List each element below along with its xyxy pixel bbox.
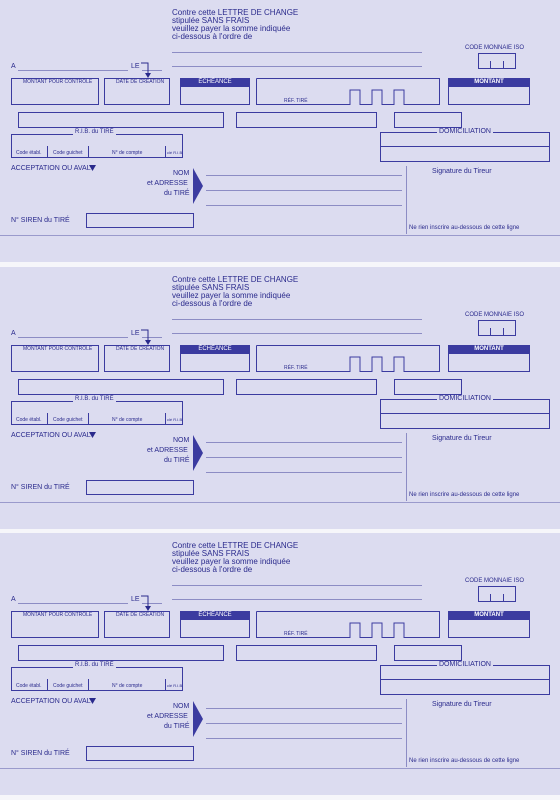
siren-label: N° SIREN du TIRÉ (11, 484, 70, 491)
acceptation-label: ACCEPTATION OU AVAL (11, 432, 91, 439)
adresse-label: et ADRESSE (147, 447, 188, 454)
header-line-1: Contre cette LETTRE DE CHANGE (172, 275, 299, 284)
rib-label: R.I.B. du TIRÉ (75, 396, 114, 402)
header-line-2: stipulée SANS FRAIS (172, 549, 250, 558)
signature-label: Signature du Tireur (432, 701, 492, 708)
blank-box-1[interactable] (18, 379, 224, 395)
header-line-2: stipulée SANS FRAIS (172, 283, 250, 292)
nom-label: NOM (173, 703, 190, 710)
adresse-label: et ADRESSE (147, 180, 188, 187)
a-label: A (11, 330, 16, 337)
chevron-right-icon (193, 435, 203, 471)
ne-rien-label: Ne rien inscrire au-dessous de cette ligne (409, 492, 520, 498)
clear-band-line (0, 502, 560, 503)
header-line-4: ci-dessous à l'ordre de (172, 299, 253, 308)
no-compte-label: N° de compte (112, 417, 143, 423)
header-line-3: veuillez payer la somme indiquée (172, 24, 291, 33)
code-guichet-label: Code guichet (53, 683, 83, 689)
header-line-4: ci-dessous à l'ordre de (172, 565, 253, 574)
tire-label: du TIRÉ (164, 190, 190, 197)
address-line-3[interactable] (206, 472, 402, 473)
le-label: LE (131, 63, 140, 70)
code-monnaie-box[interactable] (478, 320, 516, 336)
beneficiary-line-1[interactable] (172, 52, 422, 53)
address-line-2[interactable] (206, 190, 402, 191)
beneficiary-line-2[interactable] (172, 66, 422, 67)
date-creation-label: DATE DE CRÉATION (116, 612, 165, 618)
echeance-label: ÉCHÉANCE (180, 78, 250, 87)
domiciliation-box[interactable] (380, 665, 550, 695)
blank-box-2[interactable] (236, 112, 377, 128)
date-creation-label: DATE DE CRÉATION (116, 79, 165, 85)
acceptation-label: ACCEPTATION OU AVAL (11, 165, 91, 172)
blank-box-3[interactable] (394, 645, 462, 661)
code-monnaie-label: CODE MONNAIE ISO (465, 45, 525, 51)
domiciliation-label: DOMICILIATION (439, 661, 491, 668)
address-line-1[interactable] (206, 442, 402, 443)
code-etabl-label: Code établ. (16, 417, 42, 423)
a-line[interactable] (18, 603, 128, 604)
triangle-down-icon (89, 165, 96, 171)
cle-rib-label: clé R.I.B. (167, 417, 184, 422)
cle-rib-label: clé R.I.B. (167, 150, 184, 155)
siren-box[interactable] (86, 213, 194, 228)
siren-label: N° SIREN du TIRÉ (11, 750, 70, 757)
code-monnaie-label: CODE MONNAIE ISO (465, 578, 525, 584)
code-guichet-label: Code guichet (53, 417, 83, 423)
header-line-1: Contre cette LETTRE DE CHANGE (172, 8, 299, 17)
a-label: A (11, 63, 16, 70)
domiciliation-box[interactable] (380, 399, 550, 429)
clear-band-line (0, 768, 560, 769)
arrow-down-right-icon (140, 594, 154, 612)
ref-tire-label: RÉF. TIRÉ (284, 631, 308, 637)
ne-rien-label: Ne rien inscrire au-dessous de cette ligne (409, 225, 520, 231)
address-line-3[interactable] (206, 738, 402, 739)
cle-rib-label: clé R.I.B. (167, 683, 184, 688)
blank-box-1[interactable] (18, 645, 224, 661)
address-line-2[interactable] (206, 723, 402, 724)
nom-label: NOM (173, 437, 190, 444)
montant-controle-label: MONTANT POUR CONTRÔLE (23, 612, 93, 618)
address-line-3[interactable] (206, 205, 402, 206)
a-label: A (11, 596, 16, 603)
echeance-label: ÉCHÉANCE (180, 345, 250, 354)
header-line-3: veuillez payer la somme indiquée (172, 557, 291, 566)
header-line-2: stipulée SANS FRAIS (172, 16, 250, 25)
tire-label: du TIRÉ (164, 723, 190, 730)
header-line-4: ci-dessous à l'ordre de (172, 32, 253, 41)
code-etabl-label: Code établ. (16, 683, 42, 689)
triangle-down-icon (89, 698, 96, 704)
header-line-3: veuillez payer la somme indiquée (172, 291, 291, 300)
beneficiary-line-2[interactable] (172, 333, 422, 334)
clear-band-line (0, 235, 560, 236)
address-line-2[interactable] (206, 457, 402, 458)
code-monnaie-box[interactable] (478, 586, 516, 602)
address-line-1[interactable] (206, 708, 402, 709)
arrow-down-right-icon (140, 61, 154, 79)
ne-rien-label: Ne rien inscrire au-dessous de cette ligne (409, 758, 520, 764)
header-line-1: Contre cette LETTRE DE CHANGE (172, 541, 299, 550)
siren-box[interactable] (86, 480, 194, 495)
echeance-label: ÉCHÉANCE (180, 611, 250, 620)
domiciliation-label: DOMICILIATION (439, 395, 491, 402)
montant-label: MONTANT (448, 611, 530, 620)
beneficiary-line-1[interactable] (172, 585, 422, 586)
beneficiary-line-2[interactable] (172, 599, 422, 600)
ref-tire-label: RÉF. TIRÉ (284, 365, 308, 371)
arrow-down-right-icon (140, 328, 154, 346)
montant-label: MONTANT (448, 78, 530, 87)
lettre-de-change-form (0, 267, 560, 529)
montant-controle-label: MONTANT POUR CONTRÔLE (23, 79, 93, 85)
lettre-de-change-form (0, 533, 560, 795)
montant-controle-label: MONTANT POUR CONTRÔLE (23, 346, 93, 352)
montant-label: MONTANT (448, 345, 530, 354)
chevron-right-icon (193, 701, 203, 737)
triangle-down-icon (89, 432, 96, 438)
siren-label: N° SIREN du TIRÉ (11, 217, 70, 224)
date-creation-label: DATE DE CRÉATION (116, 346, 165, 352)
blank-box-3[interactable] (394, 379, 462, 395)
domiciliation-box[interactable] (380, 132, 550, 162)
a-line[interactable] (18, 70, 128, 71)
blank-box-2[interactable] (236, 645, 377, 661)
blank-box-2[interactable] (236, 379, 377, 395)
adresse-label: et ADRESSE (147, 713, 188, 720)
rib-label: R.I.B. du TIRÉ (75, 129, 114, 135)
address-line-1[interactable] (206, 175, 402, 176)
a-line[interactable] (18, 337, 128, 338)
siren-box[interactable] (86, 746, 194, 761)
ref-tire-label: RÉF. TIRÉ (284, 98, 308, 104)
acceptation-label: ACCEPTATION OU AVAL (11, 698, 91, 705)
rib-label: R.I.B. du TIRÉ (75, 662, 114, 668)
lettre-de-change-form (0, 0, 560, 262)
blank-box-3[interactable] (394, 112, 462, 128)
domiciliation-label: DOMICILIATION (439, 128, 491, 135)
le-label: LE (131, 330, 140, 337)
code-etabl-label: Code établ. (16, 150, 42, 156)
signature-label: Signature du Tireur (432, 168, 492, 175)
nom-label: NOM (173, 170, 190, 177)
blank-box-1[interactable] (18, 112, 224, 128)
code-monnaie-box[interactable] (478, 53, 516, 69)
no-compte-label: N° de compte (112, 150, 143, 156)
tire-label: du TIRÉ (164, 457, 190, 464)
code-monnaie-label: CODE MONNAIE ISO (465, 312, 525, 318)
le-label: LE (131, 596, 140, 603)
no-compte-label: N° de compte (112, 683, 143, 689)
code-guichet-label: Code guichet (53, 150, 83, 156)
signature-label: Signature du Tireur (432, 435, 492, 442)
chevron-right-icon (193, 168, 203, 204)
beneficiary-line-1[interactable] (172, 319, 422, 320)
